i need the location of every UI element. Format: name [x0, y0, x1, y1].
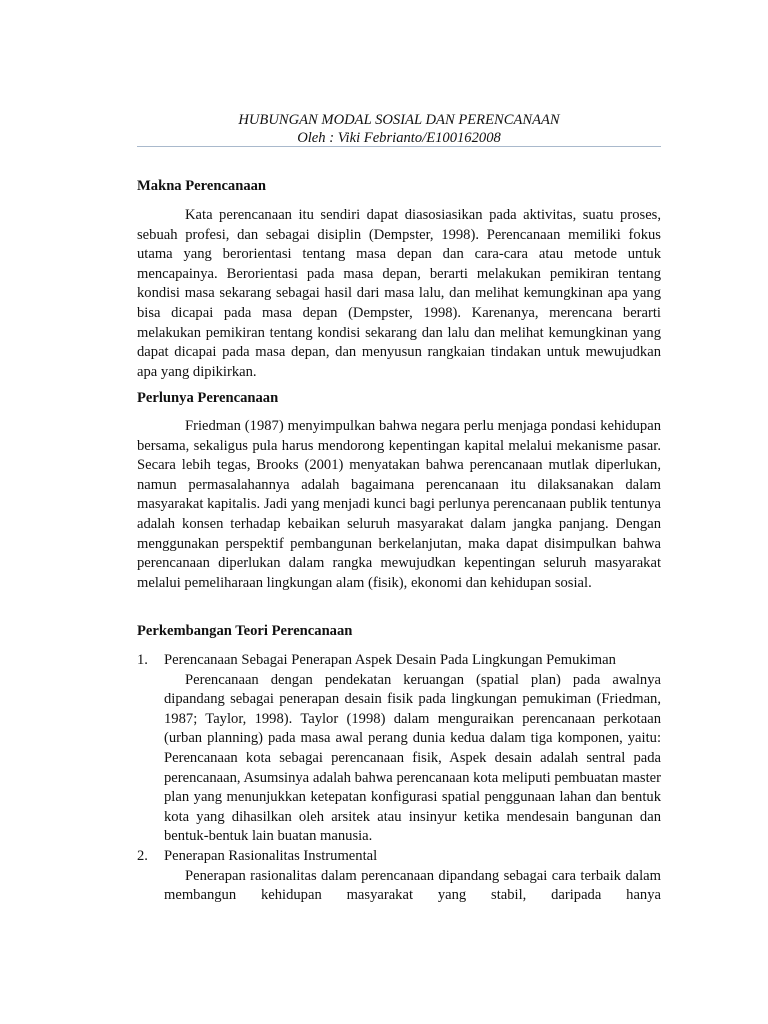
section-heading-perkembangan-teori: Perkembangan Teori Perencanaan [137, 623, 353, 639]
list-item-paragraph: Penerapan rasionalitas dalam perencanaan dipandang sebagai cara terbaik dalam membangun kehidupan masyarakat yang stabil, daripada hanya [164, 867, 661, 904]
document-title: HUBUNGAN MODAL SOSIAL DAN PERENCANAAN [238, 112, 560, 128]
section-paragraph-perlunya-perencanaan: Friedman (1987) menyimpulkan bahwa negara perlu menjaga pondasi kehidupan bersama, sekaligus pula harus mendorong kepentingan kapital melalui mekanisme pasar. Secara lebih tegas, Brooks (2001) menyatakan bahwa perencanaan mutlak diperlukan, namun permasalahannya adalah bagaimana perencanaan itu dilaksanakan dalam masyarakat kapitalis. Jadi yang menjadi kunci bagi perlunya perencanaan publik tentunya adalah konsen terhadap kebaikan seluruh masyarakat dalam jangka panjang. Dengan menggunakan perspektif pembangunan berkelanjutan, maka dapat disimpulkan bahwa perencanaan diperlukan dalam rangka mewujudkan kepentingan seluruh masyarakat melalui pemeliharaan lingkungan alam (fisik), ekonomi dan kehidupan sosial. [137, 418, 661, 591]
document-header [137, 111, 661, 147]
header-divider [137, 146, 661, 147]
section-heading-makna-perencanaan: Makna Perencanaan [137, 178, 267, 194]
list-item [137, 651, 661, 847]
list-item-number: 2. [137, 847, 148, 864]
section-heading-perlunya-perencanaan: Perlunya Perencanaan [137, 390, 279, 406]
document-author: Oleh : Viki Febrianto/E100162008 [297, 130, 501, 146]
list-item-number: 1. [137, 652, 148, 668]
list-item-paragraph: Perencanaan dengan pendekatan keruangan (spatial plan) pada awalnya dipandang sebagai penerapan desain fisik pada lingkungan pemukiman (Friedman, 1987; Taylor, 1998). Taylor (1998) dalam menguraikan perencanaan perkotaan (urban planning) pada masa awal perang dunia kedua dalam tiga komponen, yaitu: Perencanaan kota sebagai perencanaan fisik, Aspek desain adalah sentral pada perencanaan, Asumsinya adalah bahwa perencanaan kota meliputi pembuatan master plan yang menunjukkan ketepatan konfigurasi spatial penggunaan lahan dan bentuk kota yang dihasilkan oleh arsitek atau insinyur ketika mendesain bangunan dan bentuk-bentuk lain buatan manusia. [164, 671, 661, 845]
list-item [137, 847, 661, 906]
list-item-title: Perencanaan Sebagai Penerapan Aspek Desain Pada Lingkungan Pemukiman [164, 652, 616, 668]
theory-list [137, 651, 661, 906]
section-paragraph-makna-perencanaan: Kata perencanaan itu sendiri dapat diasosiasikan pada aktivitas, suatu proses, sebuah profesi, dan sebagai disiplin (Dempster, 1998). Perencanaan memiliki fokus utama yang berorientasi tentang masa depan dan cara-cara atau metode untuk mencapainya. Berorientasi pada masa depan, berarti melakukan pemikiran tentang kondisi masa sekarang sebagai hasil dari masa lalu, dan melihat kemungkinan apa yang bisa dicapai pada masa depan (Dempster, 1998). Karenanya, merencana berarti melakukan pemikiran tentang kondisi sekarang dan lalu dan melihat kemungkinan yang dapat dicapai pada masa depan, dan menyusun rangkaian tindakan untuk mewujudkan apa yang dipikirkan. [137, 207, 661, 380]
list-item-title: Penerapan Rasionalitas Instrumental [164, 847, 378, 864]
